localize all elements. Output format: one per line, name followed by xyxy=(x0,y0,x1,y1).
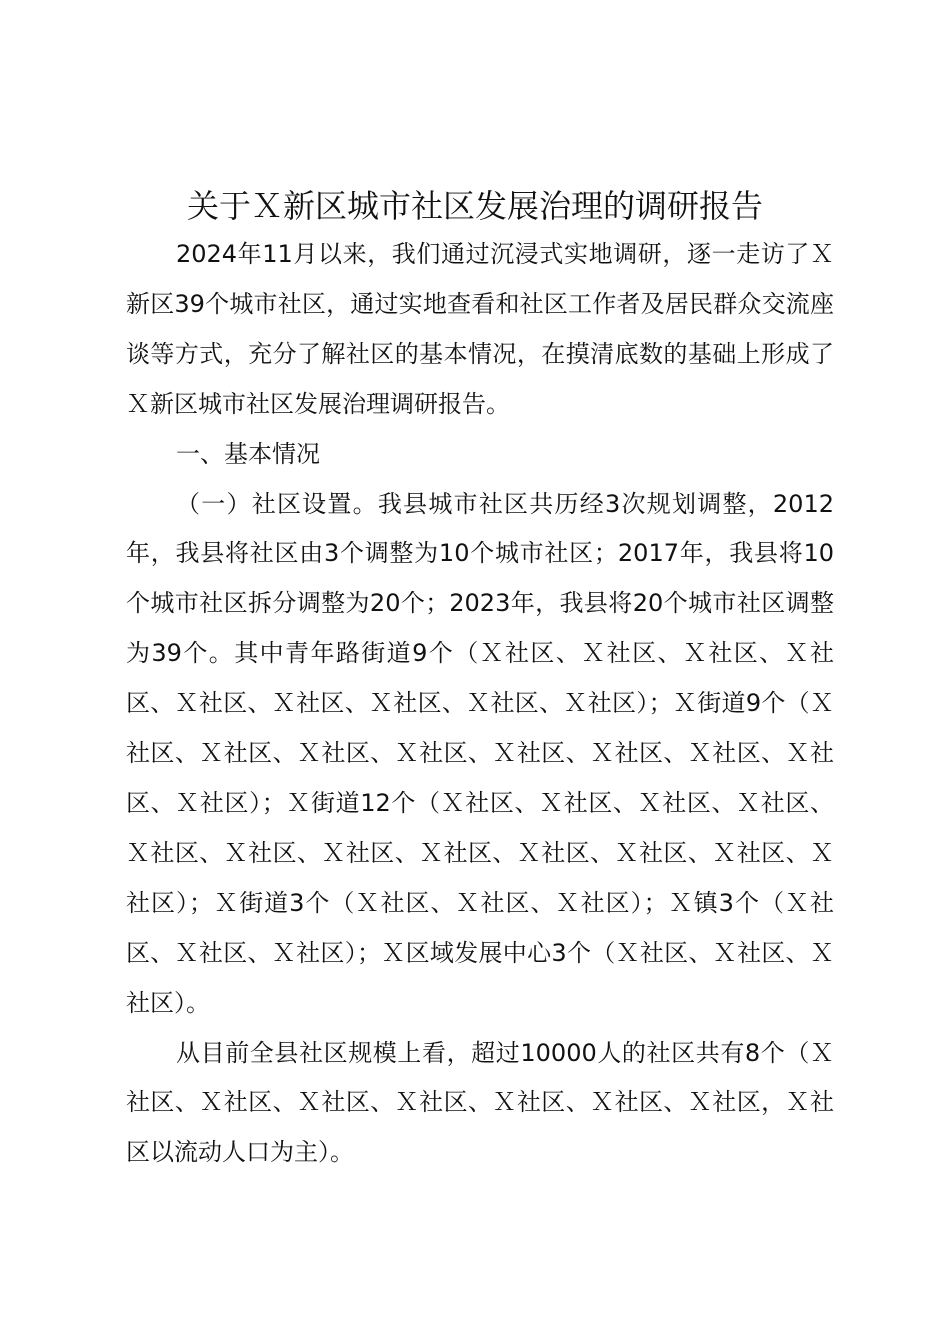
section-heading: 一、基本情况 xyxy=(176,439,320,468)
document-body xyxy=(126,230,834,1178)
paragraph-community-setup: （一）社区设置。我县城市社区共历经3次规划调整，2012年，我县将社区由3个调整为10个城市社区；2017年，我县将10个城市社区拆分调整为20个；2023年，我县将20个城市社区调整为39个。其中青年路街道9个（Ｘ社区、Ｘ社区、Ｘ社区、Ｘ社区、Ｘ社区、Ｘ社区、Ｘ社区、Ｘ社区、Ｘ社区）；Ｘ街道9个（Ｘ社区、Ｘ社区、Ｘ社区、Ｘ社区、Ｘ社区、Ｘ社区、Ｘ社区、Ｘ社区、Ｘ社区）；Ｘ街道12个（Ｘ社区、Ｘ社区、Ｘ社区、Ｘ社区、Ｘ社区、Ｘ社区、Ｘ社区、Ｘ社区、Ｘ社区、Ｘ社区、Ｘ社区、Ｘ社区）；Ｘ街道3个（Ｘ社区、Ｘ社区、Ｘ社区）；Ｘ镇3个（Ｘ社区、Ｘ社区、Ｘ社区）；Ｘ区域发展中心3个（Ｘ社区、Ｘ社区、Ｘ社区）。 xyxy=(126,489,834,1017)
paragraph-community-scale: 从目前全县社区规模上看，超过10000人的社区共有8个（Ｘ社区、Ｘ社区、Ｘ社区、Ｘ社区、Ｘ社区、Ｘ社区、Ｘ社区，Ｘ社区以流动人口为主）。 xyxy=(126,1038,834,1167)
document-title: 关于Ｘ新区城市社区发展治理的调研报告 xyxy=(186,187,763,225)
paragraph-intro: 2024年11月以来，我们通过沉浸式实地调研，逐一走访了Ｘ新区39个城市社区，通过实地查看和社区工作者及居民群众交流座谈等方式，充分了解社区的基本情况，在摸清底数的基础上形成了Ｘ新区城市社区发展治理调研报告。 xyxy=(126,240,834,418)
